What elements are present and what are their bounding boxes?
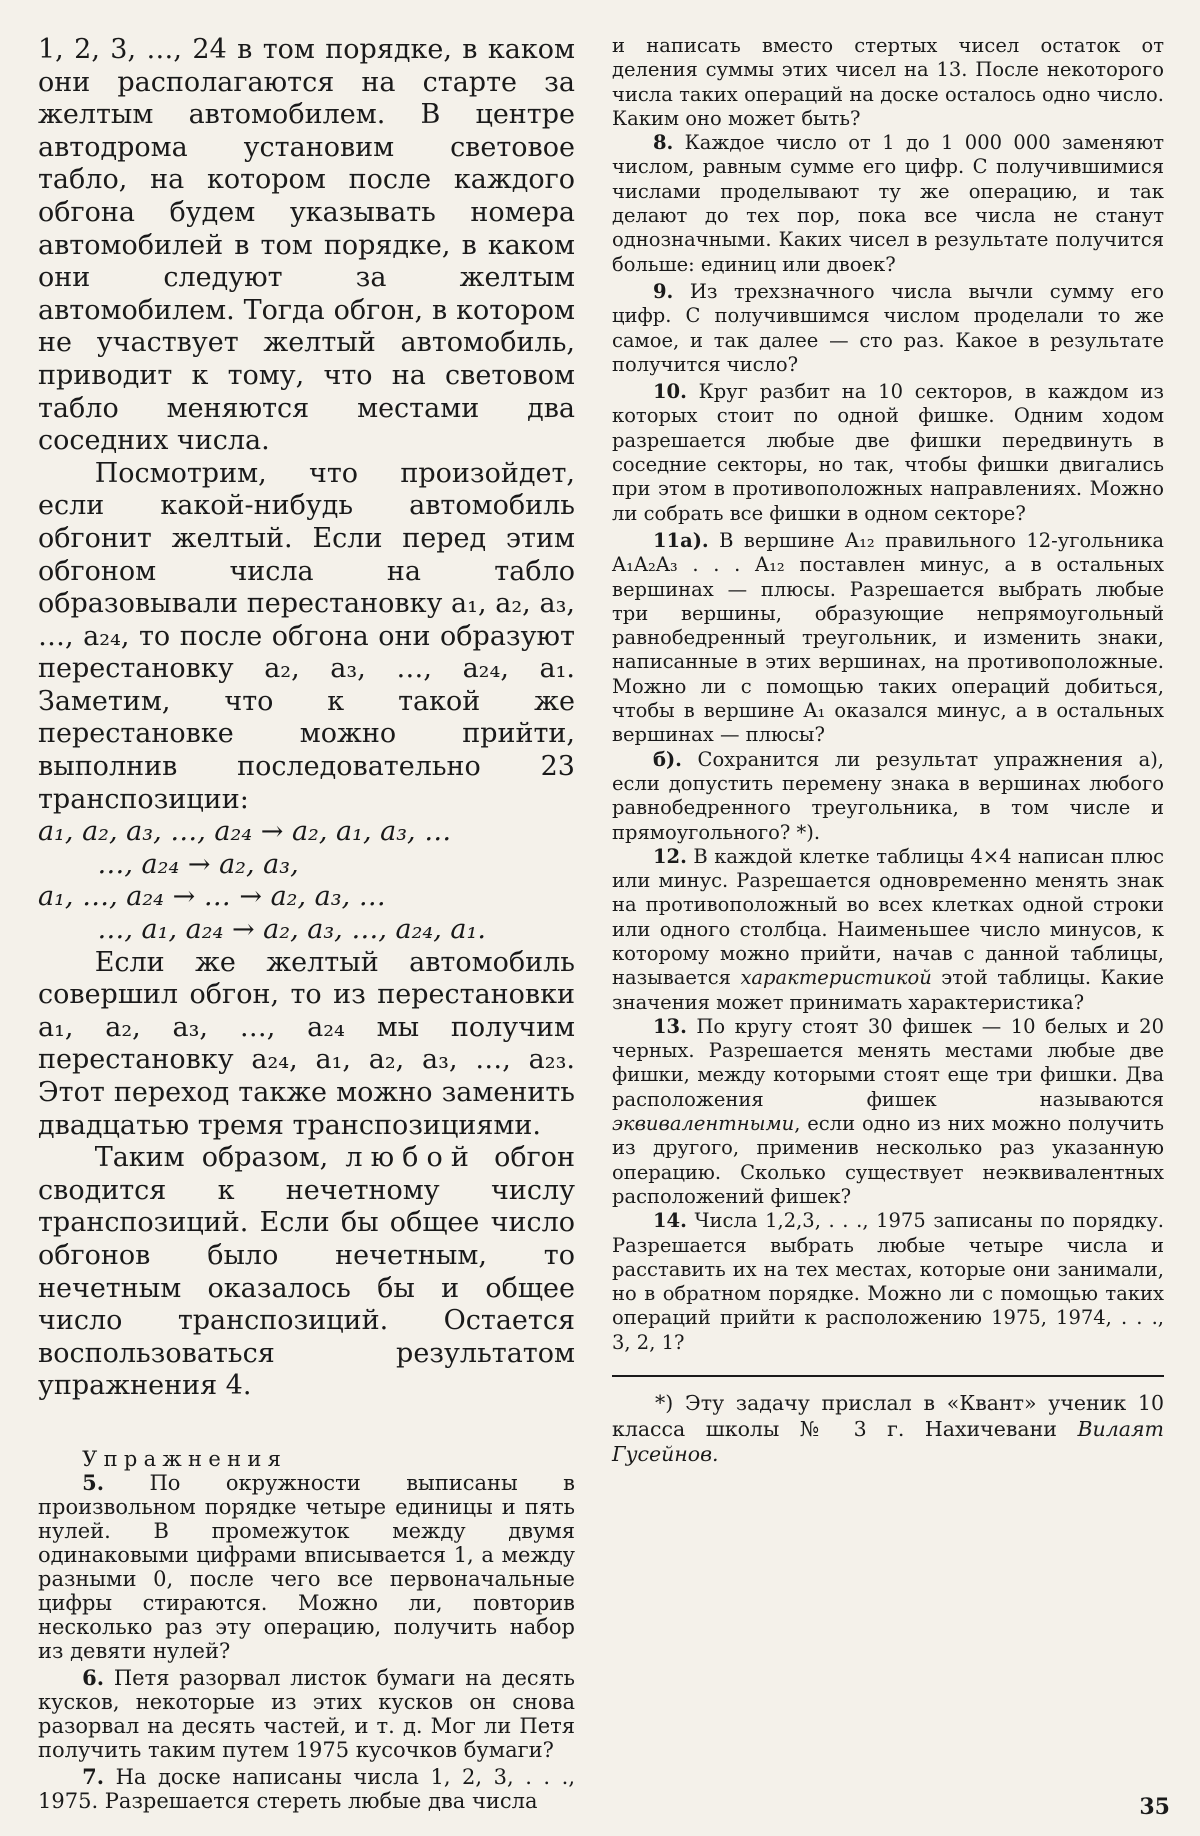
- paragraph-1: 1, 2, 3, …, 24 в том порядке, в каком они располагаются на старте за желтым автомобилем. В центре автодрома установим световое табло, на котором после каждого обгона будем указывать номера автомобилей в том порядке, в каком они следуют за желтым автомобилем. Тогда обгон, в котором не участвует желтый автомобиль, приводит к тому, что на световом табло меняются местами два соседних числа.: [38, 34, 575, 457]
- exercise-13: 13. По кругу стоят 30 фишек — 10 белых и 20 черных. Разрешается менять местами любые две фишки, между которыми стоят еще три фишки. Два расположения фишек называются эквивалентными, если одно из них можно получить из другого, применив несколько раз указанную операцию. Сколько существует неэквивалентных расположений фишек?: [612, 1014, 1164, 1208]
- spaced-emphasis: любой: [345, 1142, 477, 1174]
- term-equivalent: эквивалентными: [612, 1112, 795, 1136]
- footnote: *) Эту задачу прислал в «Квант» ученик 10 класса школы № 3 г. Нахичевани Вилаят Гусейнов.: [612, 1391, 1164, 1467]
- exercise-7-continued: и написать вместо стертых чисел остаток от деления суммы этих чисел на 13. После некоторого числа таких операций на доске осталось одно число. Каким оно может быть?: [612, 34, 1164, 130]
- footnote-divider: [612, 1375, 1164, 1377]
- formula-line-4: …, a₁, a₂₄ → a₂, a₃, …, a₂₄, a₁.: [97, 914, 486, 946]
- page-number: 35: [1139, 1794, 1170, 1820]
- footnote-author: Вилаят Гусейнов.: [612, 1416, 1164, 1467]
- exercise-8: 8. Каждое число от 1 до 1 000 000 заменяют числом, равным сумме его цифр. С получившимися числами проделывают ту же операцию, и так делают до тех пор, пока все числа не станут однозначными. Каких чисел в результате получится больше: единиц или двоек?: [612, 131, 1164, 276]
- exercise-12: 12. В каждой клетке таблицы 4×4 написан плюс или минус. Разрешается одновременно менять знак на противоположный во всех клетках одной строки или одного столбца. Наименьшее число минусов, к которому можно прийти, начав с данной таблицы, называется характеристикой этой таблицы. Какие значения может принимать характеристика?: [612, 844, 1164, 1014]
- paragraph-3: Если же желтый автомобиль совершил обгон, то из перестановки a₁, a₂, a₃, …, a₂₄ мы получим перестановку a₂₄, a₁, a₂, a₃, …, a₂₃. Этот переход также можно заменить двадцатью тремя транспозициями.: [38, 946, 575, 1141]
- term-characteristic: характеристикой: [740, 966, 932, 990]
- exercise-10: 10. Круг разбит на 10 секторов, в каждом из которых стоит по одной фишке. Одним ходом разрешается любые две фишки передвинуть в соседние секторы, но так, чтобы фишки двигались при этом в противоположных направлениях. Можно ли собрать все фишки в одном секторе?: [612, 380, 1164, 525]
- formula-line-3: a₁, …, a₂₄ → … → a₂, a₃, …: [38, 881, 386, 913]
- exercise-9: 9. Из трехзначного числа вычли сумму его цифр. С получившимся числом проделали то же самое, и так далее — сто раз. Какое в результате получится число?: [612, 279, 1164, 376]
- paragraph-4: Таким образом, любой обгон сводится к нечетному числу транспозиций. Если бы общее число обгонов было нечетным, то нечетным оказалось бы и общее число транспозиций. Остается воспользоваться результатом упражнения 4.: [38, 1142, 575, 1402]
- formula-line-1: a₁, a₂, a₃, …, a₂₄ → a₂, a₁, a₃, …: [38, 816, 452, 848]
- exercise-11b: б). Сохранится ли результат упражнения а), если допустить перемену знака в вершинах любого равнобедренного треугольника, в том числе и прямоугольного? *).: [612, 747, 1164, 844]
- left-column: [38, 34, 575, 1813]
- exercise-7: 7. На доске написаны числа 1, 2, 3, . . ., 1975. Разрешается стереть любые два числа: [38, 1763, 575, 1813]
- formula-line-2: …, a₂₄ → a₂, a₃,: [97, 848, 299, 880]
- exercise-5: 5. По окружности выписаны в произвольном порядке четыре единицы и пять нулей. В промежуток между двумя одинаковыми цифрами вписывается 1, а между разными 0, после чего все первоначальные цифры стираются. Можно ли, повторив несколько раз эту операцию, получить набор из девяти нулей?: [38, 1469, 575, 1663]
- exercises-left: [38, 1471, 575, 1813]
- exercise-14: 14. Числа 1,2,3, . . ., 1975 записаны по порядку. Разрешается выбрать любые четыре числа и расставить их на тех местах, которые они занимали, но в обратном порядке. Можно ли с помощью таких операций прийти к расположению 1975, 1974, . . ., 3, 2, 1?: [612, 1209, 1164, 1354]
- exercises-heading: Упражнения: [82, 1446, 288, 1471]
- right-column: [612, 34, 1164, 1468]
- exercise-11a: 11а). В вершине A₁₂ правильного 12-угольника A₁A₂A₃ . . . A₁₂ поставлен минус, а в остальных вершинах — плюсы. Разрешается выбрать любые три вершины, образующие непрямоугольный равнобедренный треугольник, и изменить знаки, написанные в этих вершинах, на противоположные. Можно ли с помощью таких операций добиться, чтобы в вершине A₁ оказался минус, а в остальных вершинах — плюсы?: [612, 528, 1164, 747]
- paragraph-2: Посмотрим, что произойдет, если какой-нибудь автомобиль обгонит желтый. Если перед этим обгоном числа на табло образовывали перестановку a₁, a₂, a₃, …, a₂₄, то после обгона они образуют перестановку a₂, a₃, …, a₂₄, a₁. Заметим, что к такой же перестановке можно прийти, выполнив последовательно 23 транспозиции:: [38, 457, 575, 815]
- exercise-6: 6. Петя разорвал листок бумаги на десять кусков, некоторые из этих кусков он снова разорвал на десять частей, и т. д. Мог ли Петя получить таким путем 1975 кусочков бумаги?: [38, 1664, 575, 1762]
